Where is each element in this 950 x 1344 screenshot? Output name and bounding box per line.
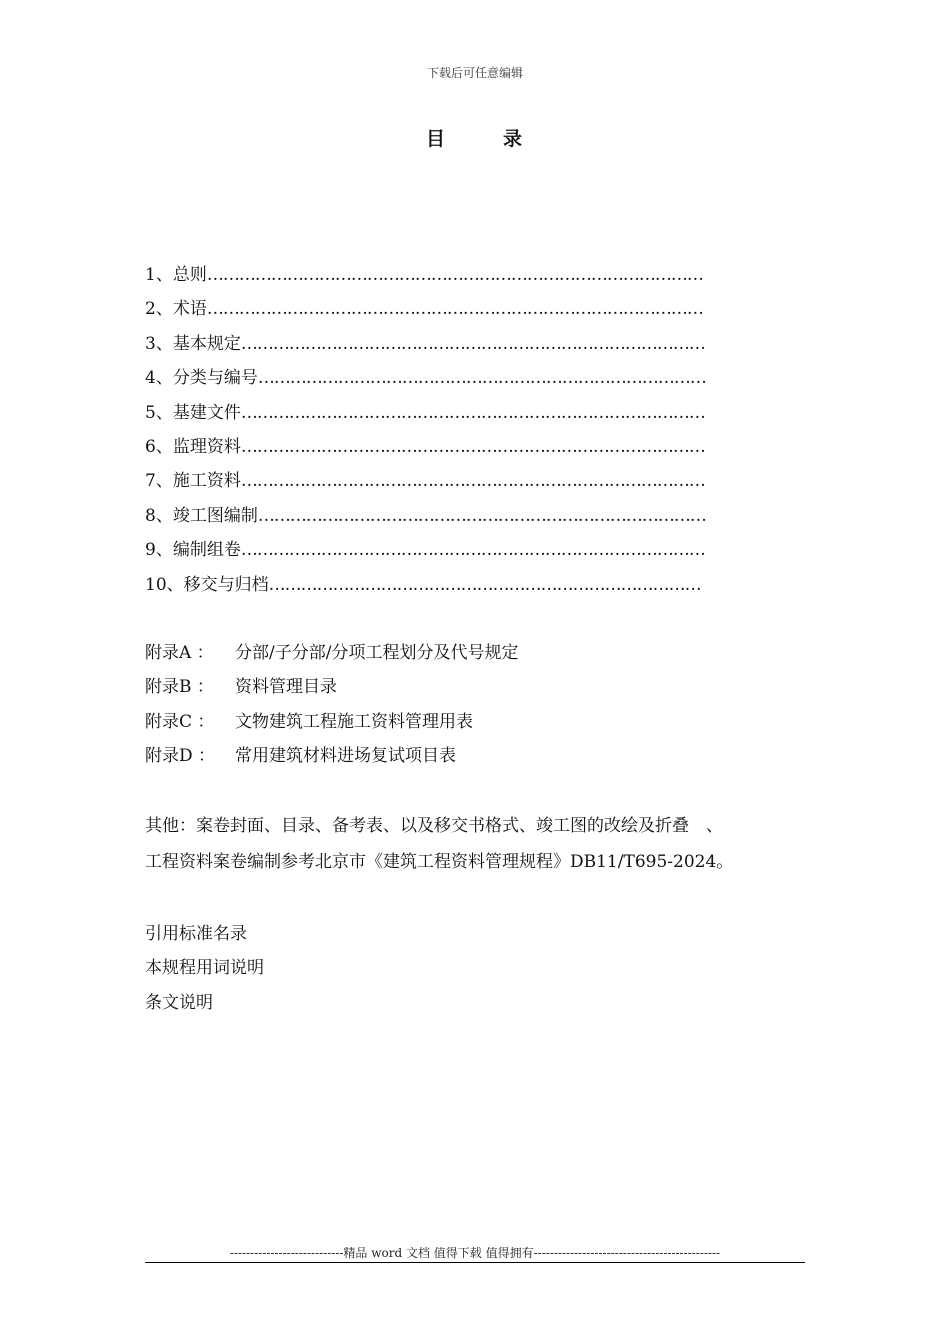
title-char-right: 录 xyxy=(503,128,525,150)
appendix-text: 分部/子分部/分项工程划分及代号规定 xyxy=(235,643,519,663)
toc-leader: …………………………………………………………………………… xyxy=(240,436,705,457)
toc-label: 9、编制组卷 xyxy=(145,540,241,561)
appendix-label: 附录B ： xyxy=(145,677,214,698)
appendix-text: 常用建筑材料进场复试项目表 xyxy=(235,746,456,767)
page-header: 下载后可任意编辑 xyxy=(426,66,523,80)
ref-item-explanation[interactable]: 条文说明 xyxy=(145,992,213,1013)
page-footer: ----------------------------精品 word 文档 值得下载 值得拥有---------------------------------------------- xyxy=(229,1246,721,1260)
toc-leader: ………………………………………………………………………………… xyxy=(206,265,703,285)
title-char-left: 目 xyxy=(425,128,447,150)
toc-leader: ………………………………………………………………………………… xyxy=(206,299,703,320)
table-of-contents xyxy=(145,258,785,602)
toc-leader: ………………………………………………………………………… xyxy=(257,505,706,526)
toc-label: 6、监理资料 xyxy=(145,436,241,457)
appendix-item-a[interactable] xyxy=(145,636,785,670)
appendix-list xyxy=(145,636,785,774)
toc-label: 5、基建文件 xyxy=(145,402,241,423)
toc-item-filing[interactable] xyxy=(145,533,785,567)
toc-item-classification[interactable] xyxy=(145,361,785,395)
toc-label: 4、分类与编号 xyxy=(145,368,258,389)
toc-item-construction-records[interactable] xyxy=(145,464,785,498)
other-notes xyxy=(145,808,825,880)
other-line-2: 工程资料案卷编制参考北京市《建筑工程资料管理规程》DB11/T695-2024。 xyxy=(145,852,734,872)
appendix-item-c[interactable] xyxy=(145,705,785,739)
toc-item-supervision[interactable] xyxy=(145,430,785,464)
appendix-label: 附录C ： xyxy=(145,711,215,732)
toc-leader: ………………………………………………………………………… xyxy=(257,368,706,389)
toc-label: 2、术语 xyxy=(145,299,207,320)
ref-item-wording[interactable]: 本规程用词说明 xyxy=(145,958,264,979)
toc-item-general[interactable] xyxy=(145,258,785,292)
toc-leader: …………………………………………………………………………… xyxy=(240,540,705,561)
appendix-text: 资料管理目录 xyxy=(235,677,337,698)
toc-item-construction-docs[interactable] xyxy=(145,396,785,430)
toc-item-transfer[interactable] xyxy=(145,568,785,602)
appendix-item-d[interactable] xyxy=(145,739,785,773)
toc-item-terms[interactable] xyxy=(145,292,785,326)
document-title xyxy=(0,124,950,151)
toc-leader: …………………………………………………………………………… xyxy=(240,333,705,354)
toc-label: 10、移交与归档 xyxy=(145,574,269,595)
footer-divider xyxy=(145,1262,805,1263)
toc-leader: ……………………………………………………………………… xyxy=(268,574,701,595)
toc-label: 7、施工资料 xyxy=(145,471,241,492)
toc-item-as-built[interactable] xyxy=(145,499,785,533)
toc-leader: …………………………………………………………………………… xyxy=(240,402,705,423)
toc-label: 8、竣工图编制 xyxy=(145,505,258,526)
appendix-text: 文物建筑工程施工资料管理用表 xyxy=(235,711,473,732)
toc-label: 3、基本规定 xyxy=(145,333,241,354)
appendix-item-b[interactable] xyxy=(145,670,785,704)
reference-list xyxy=(145,917,785,1020)
toc-label: 1、总则 xyxy=(145,265,207,285)
appendix-label: 附录D ： xyxy=(145,746,216,767)
other-line-1: 其他：案卷封面、目录、备考表、以及移交书格式、竣工图的改绘及折叠 、 xyxy=(145,816,723,836)
toc-item-basic-rules[interactable] xyxy=(145,327,785,361)
appendix-label: 附录A ： xyxy=(145,643,214,663)
ref-item-standards[interactable]: 引用标准名录 xyxy=(145,924,247,944)
toc-leader: …………………………………………………………………………… xyxy=(240,471,705,492)
